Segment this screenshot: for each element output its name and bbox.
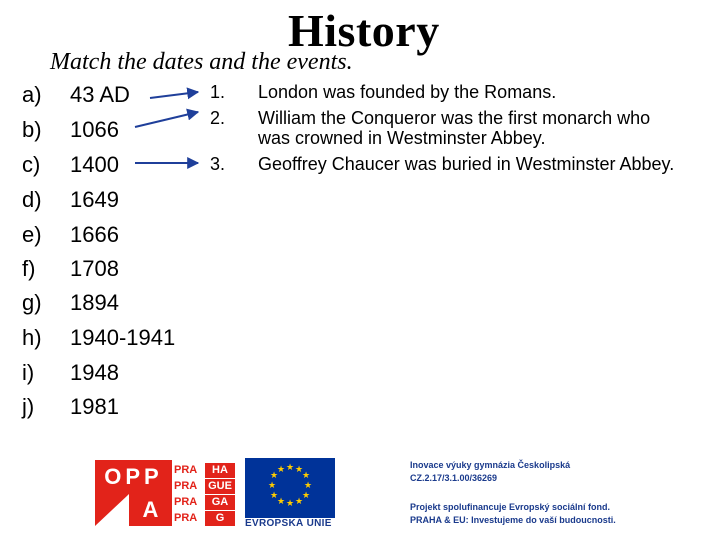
- funding-slogan: PRAHA & EU: Investujeme do vaší budoucnosti.: [410, 515, 616, 525]
- svg-text:★: ★: [269, 471, 279, 481]
- date-letter: f): [22, 256, 36, 281]
- svg-text:★: ★: [269, 491, 279, 501]
- arrow-a-1: [150, 92, 198, 98]
- svg-text:★: ★: [276, 465, 286, 475]
- instruction-subtitle: Match the dates and the events.: [50, 49, 353, 75]
- date-year: 1940-1941: [70, 325, 176, 350]
- svg-text:★: ★: [301, 471, 311, 481]
- svg-text:★: ★: [294, 465, 304, 475]
- arrow-b-2: [135, 112, 198, 127]
- praha-cell: GA: [205, 495, 235, 510]
- date-letter: i): [22, 360, 35, 385]
- praha-cell: G: [205, 511, 235, 526]
- date-year: 1708: [70, 256, 119, 281]
- svg-text:★: ★: [303, 481, 313, 491]
- date-year: 1400: [70, 152, 119, 177]
- eu-label: EVROPSKÁ UNIE: [245, 518, 332, 529]
- event-number: 3.: [210, 154, 226, 174]
- praha-cell: PRA: [174, 480, 198, 492]
- date-year: 1948: [70, 360, 119, 385]
- opp-logo-top: OPP: [95, 460, 172, 494]
- project-code: CZ.2.17/3.1.00/36269: [410, 473, 498, 483]
- date-year: 43 AD: [70, 82, 130, 107]
- opp-logo: [95, 460, 172, 526]
- date-year: 1981: [70, 394, 119, 419]
- date-year: 1649: [70, 187, 119, 212]
- event-text-line2: was crowned in Westminster Abbey.: [258, 128, 546, 148]
- date-letter: b): [22, 117, 42, 142]
- praha-cell: PRA: [174, 512, 198, 524]
- date-letter: j): [22, 394, 35, 419]
- svg-text:★: ★: [294, 497, 304, 507]
- svg-text:★: ★: [267, 481, 277, 491]
- opp-logo-corner: [95, 494, 129, 526]
- date-letter: c): [22, 152, 41, 177]
- date-letter: d): [22, 187, 42, 212]
- eu-flag-icon: [245, 458, 335, 518]
- date-year: 1066: [70, 117, 119, 142]
- date-letter: h): [22, 325, 42, 350]
- event-text: William the Conqueror was the first monarch who: [258, 108, 651, 128]
- praha-cell: HA: [205, 463, 235, 478]
- svg-text:★: ★: [285, 499, 295, 509]
- date-year: 1894: [70, 290, 119, 315]
- footer: [0, 455, 720, 540]
- praha-cell: PRA: [174, 496, 198, 508]
- event-number: 2.: [210, 108, 226, 128]
- date-letter: a): [22, 82, 42, 107]
- project-title: Inovace výuky gymnázia Českolipská: [410, 460, 571, 470]
- svg-text:★: ★: [276, 497, 286, 507]
- funding-note: Projekt spolufinancuje Evropský sociální fond.: [410, 502, 611, 512]
- date-year: 1666: [70, 222, 119, 247]
- svg-text:★: ★: [301, 491, 311, 501]
- praha-cell: GUE: [205, 479, 235, 494]
- page-title: History: [288, 5, 440, 56]
- event-text: Geoffrey Chaucer was buried in Westminster Abbey.: [258, 154, 675, 174]
- praha-cell: PRA: [174, 464, 198, 476]
- svg-text:★: ★: [285, 463, 295, 473]
- event-number: 1.: [210, 82, 226, 102]
- date-letter: g): [22, 290, 42, 315]
- opp-logo-bottom: A: [129, 494, 172, 526]
- date-letter: e): [22, 222, 42, 247]
- event-text: London was founded by the Romans.: [258, 82, 557, 102]
